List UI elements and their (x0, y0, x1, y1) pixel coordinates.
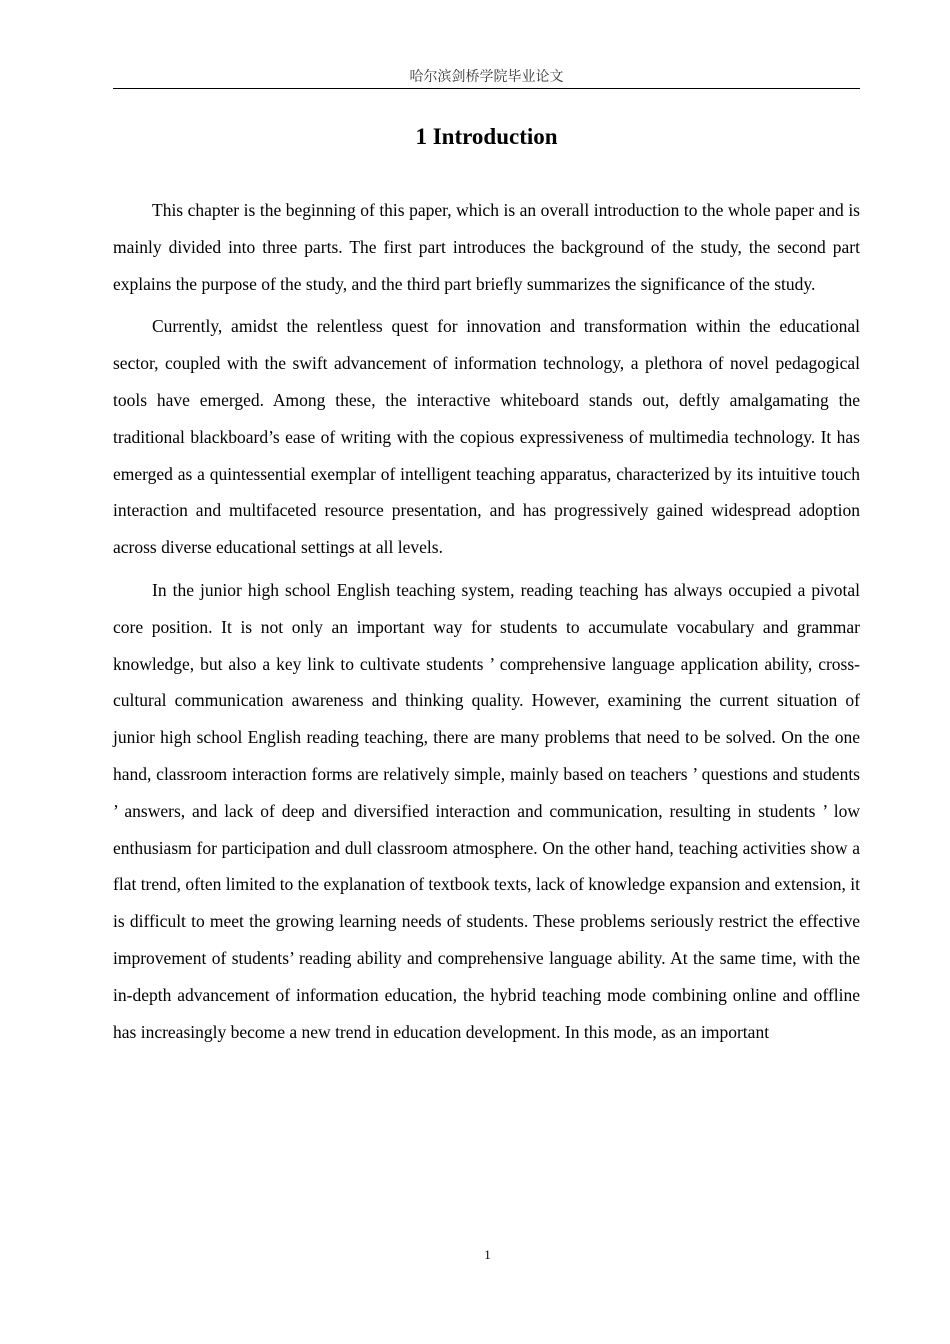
running-header: 哈尔滨剑桥学院毕业论文 (409, 69, 564, 85)
chapter-title: 1 Introduction (415, 124, 558, 149)
paragraph-reading-teaching: In the junior high school English teaching system, reading teaching has always occupied a pivotal core position. It is not only an important way for students to accumulate vocabulary and grammar knowledge, but also a key link to cultivate students ’ comprehensive language application ability, cross-cultural communication awareness and thinking quality. However, examining the current situation of junior high school English reading teaching, there are many problems that need to be solved. On the one hand, classroom interaction forms are relatively simple, mainly based on teachers ’ questions and students ’ answers, and lack of deep and diversified interaction and communication, resulting in students ’ low enthusiasm for participation and dull classroom atmosphere. On the other hand, teaching activities show a flat trend, often limited to the explanation of textbook texts, lack of knowledge expansion and extension, it is difficult to meet the growing learning needs of students. These problems seriously restrict the effective improvement of students’ reading ability and comprehensive language ability. At the same time, with the in-depth advancement of information education, the hybrid teaching mode combining online and offline has increasingly become a new trend in education development. In this mode, as an important (113, 579, 860, 1042)
paragraph-overview: This chapter is the beginning of this paper, which is an overall introduction to the whole paper and is mainly divided into three parts. The first part introduces the background of the study, the second part explains the purpose of the study, and the third part briefly summarizes the significance of the study. (113, 200, 860, 294)
page-number: 1 (484, 1247, 491, 1262)
paragraph-background: Currently, amidst the relentless quest for innovation and transformation within the educational sector, coupled with the swift advancement of information technology, a plethora of novel pedagogical tools have emerged. Among these, the interactive whiteboard stands out, deftly amalgamating the traditional blackboard’s ease of writing with the copious expressiveness of multimedia technology. It has emerged as a quintessential exemplar of intelligent teaching apparatus, characterized by its intuitive touch interaction and multifaceted resource presentation, and has progressively gained widespread adoption across diverse educational settings at all levels. (113, 316, 860, 558)
body-text (113, 192, 860, 1056)
header-divider (113, 88, 860, 89)
